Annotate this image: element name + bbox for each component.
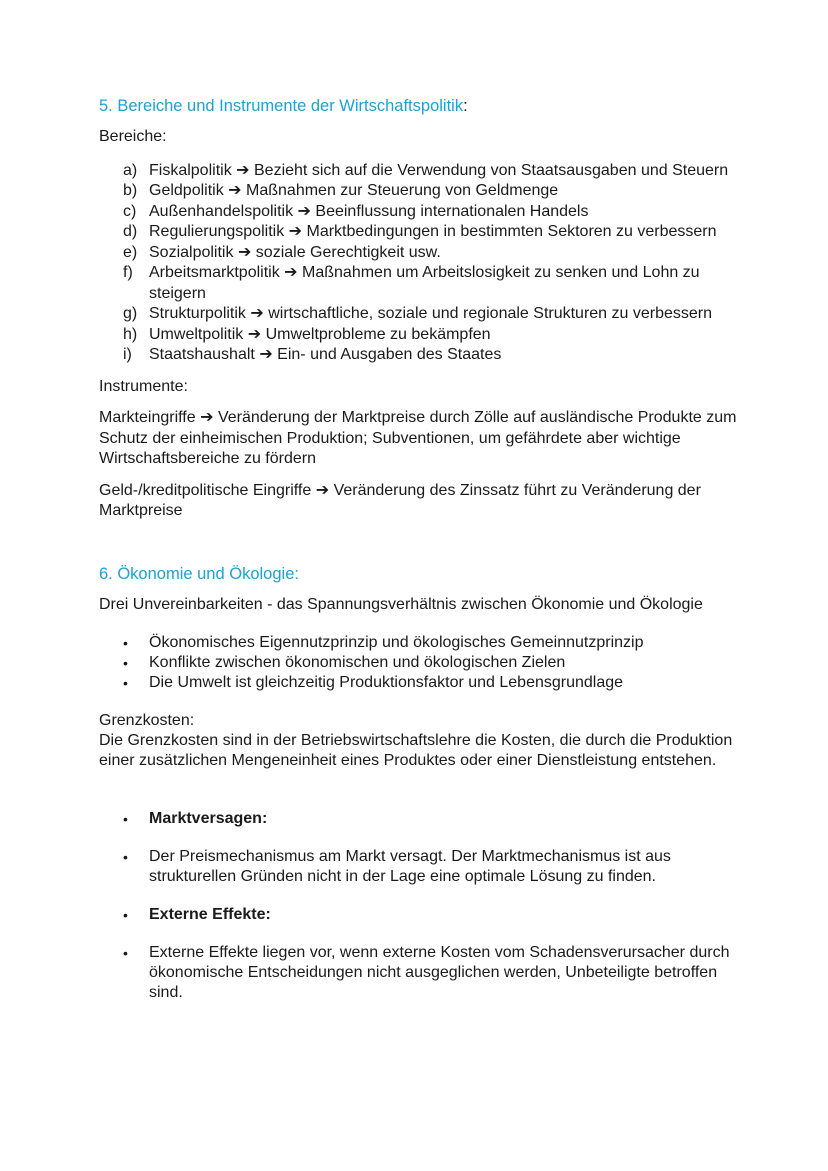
list-item: • Ökonomisches Eigennutzprinzip und ökologisches Gemeinnutzprinzip bbox=[123, 634, 644, 651]
bullet-icon: • bbox=[123, 655, 128, 671]
list-item: h) Umweltpolitik ➔ Umweltprobleme zu bekämpfen bbox=[123, 325, 491, 343]
page-content bbox=[99, 96, 749, 1003]
arrow-right-icon: ➔ bbox=[284, 264, 298, 281]
bullet-icon: • bbox=[123, 635, 128, 651]
arrow-right-icon: ➔ bbox=[288, 223, 303, 240]
bullet-icon: • bbox=[123, 675, 128, 691]
bullet-icon: • bbox=[123, 907, 128, 923]
list-item: • Der Preismechanismus am Markt versagt. Der Marktmechanismus ist aus strukturellen Gründen nicht in der Lage eine optimale Lösung zu finden. bbox=[123, 848, 671, 885]
bereiche-list bbox=[99, 161, 749, 366]
section-6-intro: Drei Unvereinbarkeiten - das Spannungsverhältnis zwischen Ökonomie und Ökologie bbox=[99, 595, 703, 613]
instrument-markteingriffe: Markteingriffe ➔ Veränderung der Marktpreise durch Zölle auf ausländische Produkte zum Schutz der einheimischen Produktion; Subventionen, um gefährdete aber wichtige Wirtschaftsbereiche zu fördern bbox=[99, 409, 737, 467]
grenzkosten-label: Grenzkosten: bbox=[99, 712, 195, 729]
instrumente-label: Instrumente: bbox=[99, 377, 188, 395]
marktversagen-list bbox=[99, 809, 749, 1003]
list-item: g) Strukturpolitik ➔ wirtschaftliche, soziale und regionale Strukturen zu verbessern bbox=[123, 305, 713, 322]
list-item: • Externe Effekte liegen vor, wenn externe Kosten vom Schadensverursacher durch ökonomische Entscheidungen nicht ausgeglichen werden, Unbeteiligte betroffen sind. bbox=[123, 944, 730, 1001]
list-item: d) Regulierungspolitik ➔ Marktbedingungen in bestimmten Sektoren zu verbessern bbox=[123, 223, 717, 240]
list-item: • Die Umwelt ist gleichzeitig Produktionsfaktor und Lebensgrundlage bbox=[123, 674, 624, 691]
section-5-heading: 5. Bereiche und Instrumente der Wirtschaftspolitik: bbox=[99, 97, 468, 115]
arrow-right-icon: ➔ bbox=[200, 409, 214, 426]
arrow-right-icon: ➔ bbox=[297, 202, 311, 220]
list-item: • Konflikte zwischen ökonomischen und ökologischen Zielen bbox=[123, 654, 566, 671]
bullet-icon: • bbox=[123, 945, 128, 961]
list-item: i) Staatshaushalt ➔ Ein- und Ausgaben des Staates bbox=[123, 346, 502, 363]
unvereinbarkeiten-list bbox=[99, 633, 749, 693]
section-6-heading: 6. Ökonomie und Ökologie: bbox=[99, 564, 299, 583]
instrument-geldpolitik: Geld-/kreditpolitische Eingriffe ➔ Veränderung des Zinssatz führt zu Veränderung der Marktpreise bbox=[99, 481, 701, 519]
grenzkosten-text: Die Grenzkosten sind in der Betriebswirtschaftslehre die Kosten, die durch die Produktion einer zusätzlichen Mengeneinheit eines Produktes oder einer Dienstleistung entstehen. bbox=[99, 732, 733, 769]
arrow-right-icon: ➔ bbox=[259, 346, 273, 363]
bullet-icon: • bbox=[123, 811, 128, 827]
list-item: b) Geldpolitik ➔ Maßnahmen zur Steuerung von Geldmenge bbox=[123, 182, 559, 199]
arrow-right-icon: ➔ bbox=[250, 305, 264, 322]
arrow-right-icon: ➔ bbox=[237, 243, 252, 261]
list-item: • Marktversagen: bbox=[123, 810, 268, 827]
bullet-icon: • bbox=[123, 849, 128, 865]
list-item: c) Außenhandelspolitik ➔ Beeinflussung internationalen Handels bbox=[123, 202, 589, 220]
list-item: e) Sozialpolitik ➔ soziale Gerechtigkeit usw. bbox=[123, 243, 441, 261]
arrow-right-icon: ➔ bbox=[315, 481, 330, 499]
arrow-right-icon: ➔ bbox=[236, 161, 250, 179]
bereiche-label: Bereiche: bbox=[99, 128, 167, 145]
list-item: f) Arbeitsmarktpolitik ➔ Maßnahmen um Arbeitslosigkeit zu senken und Lohn zu steigern bbox=[123, 264, 700, 302]
list-item: • Externe Effekte: bbox=[123, 906, 271, 923]
arrow-right-icon: ➔ bbox=[247, 325, 262, 343]
arrow-right-icon: ➔ bbox=[228, 182, 242, 199]
list-item: a) Fiskalpolitik ➔ Bezieht sich auf die Verwendung von Staatsausgaben und Steuern bbox=[123, 161, 729, 179]
